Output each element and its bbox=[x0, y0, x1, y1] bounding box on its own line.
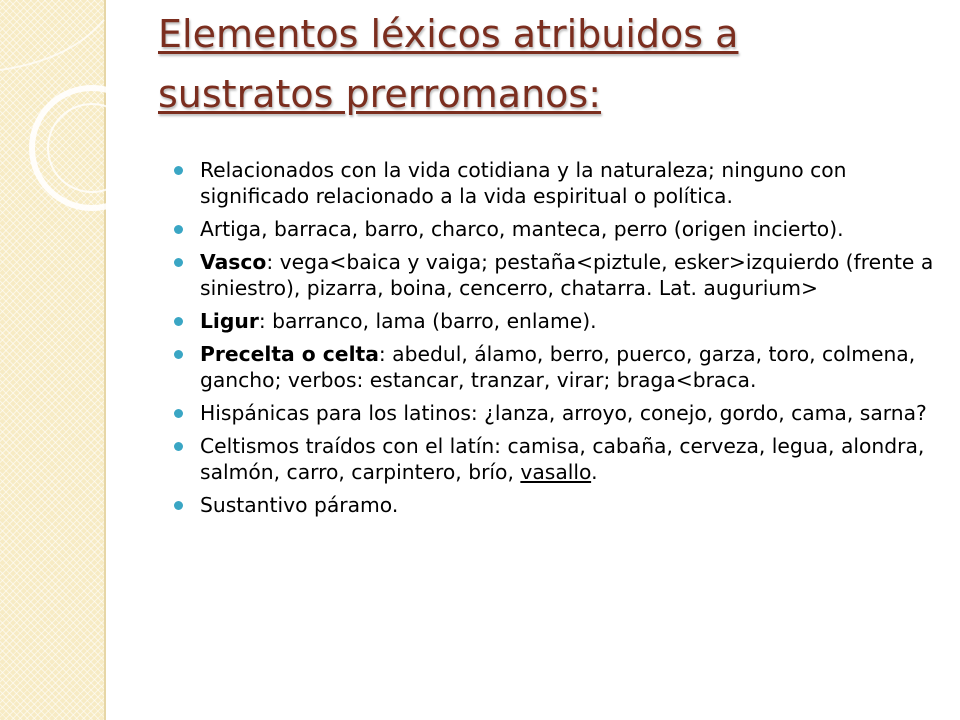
bullet-text-end: . bbox=[591, 460, 598, 484]
bullet-item bbox=[174, 492, 934, 518]
bullet-item bbox=[174, 216, 934, 242]
bullet-text: Sustantivo páramo. bbox=[200, 493, 399, 517]
underlined-word: vasallo bbox=[520, 460, 592, 484]
decorative-circles bbox=[0, 0, 160, 260]
bullet-item bbox=[174, 433, 934, 485]
bullet-list bbox=[174, 157, 934, 525]
bullet-term: Precelta o celta bbox=[200, 342, 379, 366]
bullet-term: Vasco bbox=[200, 250, 267, 274]
bullet-text: Relacionados con la vida cotidiana y la naturaleza; ninguno con significado relacionado a la vida espiritual o política. bbox=[200, 158, 847, 208]
bullet-item bbox=[174, 157, 934, 209]
bullet-text: : vega<baica y vaiga; pestaña<piztule, esker>izquierdo (frente a siniestro), pizarra, boina, cencerro, chatarra. Lat. augurium> bbox=[200, 250, 934, 300]
bullet-item bbox=[174, 341, 934, 393]
bullet-text: Artiga, barraca, barro, charco, manteca, perro (origen incierto). bbox=[200, 217, 844, 241]
slide-title-line-2: sustratos prerromanos: bbox=[158, 72, 602, 116]
bullet-term: Ligur bbox=[200, 309, 259, 333]
bullet-item bbox=[174, 308, 934, 334]
bullet-item bbox=[174, 249, 934, 301]
bullet-text: Hispánicas para los latinos: ¿lanza, arroyo, conejo, gordo, cama, sarna? bbox=[200, 401, 927, 425]
bullet-text: : abedul, álamo, berro, puerco, garza, toro, colmena, gancho; verbos: estancar, tranzar, virar; braga<braca. bbox=[200, 342, 916, 392]
bullet-text: : barranco, lama (barro, enlame). bbox=[258, 309, 597, 333]
slide-title bbox=[158, 4, 918, 124]
slide-title-line-1: Elementos léxicos atribuidos a bbox=[158, 12, 739, 56]
bullet-item bbox=[174, 400, 934, 426]
bullet-text: Celtismos traídos con el latín: camisa, cabaña, cerveza, legua, alondra, salmón, carro, carpintero, brío, bbox=[200, 434, 925, 484]
